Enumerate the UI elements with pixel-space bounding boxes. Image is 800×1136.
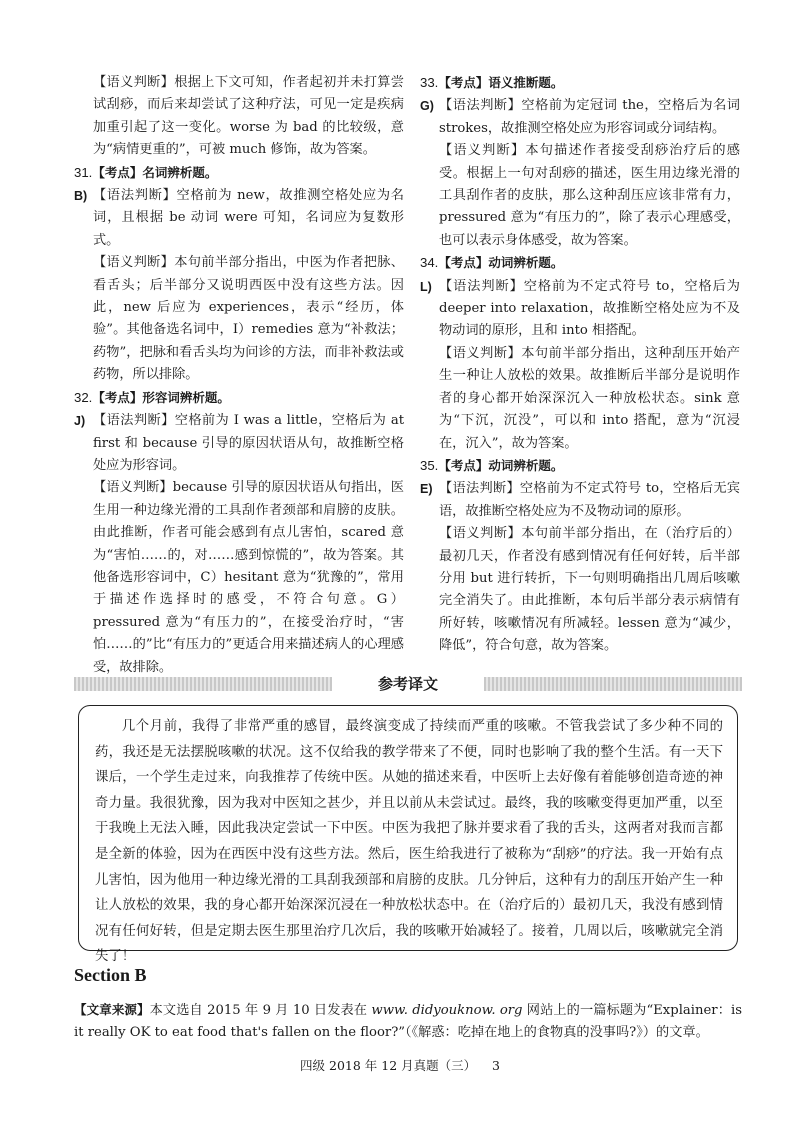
left-column [74, 72, 404, 679]
translation-box [78, 705, 738, 965]
q35-answer-letter: E) [420, 482, 433, 497]
source-site: www. didyouknow. org [371, 1003, 523, 1018]
q31-grammar-block [74, 185, 404, 252]
source-pre: 本文选自 2015 年 9 月 10 日发表在 [149, 1003, 372, 1018]
q34-grammar: 【语法判断】空格前为不定式符号 to，空格后为 deeper into relaxation，故推断空格处应为不及物动词的原形，且和 into 相搭配。 [439, 278, 740, 339]
q34-answer-letter: L) [420, 279, 432, 294]
q32-grammar: 【语法判断】空格前为 I was a little，空格后为 at first 和 because 引导的原因状语从句，故推断空格处应为形容词。 [93, 413, 404, 473]
right-column [420, 72, 740, 658]
q32-semantic: 【语义判断】because 引导的原因状语从句指出，医生用一种边缘光滑的工具刮作者颈部和肩膀的皮肤。由此推断，作者可能会感到有点儿害怕，scared 意为“害怕……的，对……感到惊慌的”，故为答案。其他备选形容词中，C）hesitant 意为“犹豫的”，常用于描述作选择时的感受，不符合句意。G）pressured 意为“有压力的”，在接受治疗时，“害怕……的”比“有压力的”更适合用来描述病人的心理感受，故排除。 [93, 480, 404, 675]
article-source [74, 999, 742, 1045]
translation-text: 几个月前，我得了非常严重的感冒，最终演变成了持续而严重的咳嗽。不管我尝试了多少种不同的药，我还是无法摆脱咳嗽的状况。这不仅给我的教学带来了不便，同时也影响了我的整个生活。有一天下课后，一个学生走过来，向我推荐了传统中医。从她的描述来看，中医听上去好像有着能够创造奇迹的神奇力量。我很犹豫，因为我对中医知之甚少，并且以前从未尝试过。最终，我的咳嗽变得更加严重，以至于我晚上无法入睡，因此我决定尝试一下中医。中医为我把了脉并要求看了我的舌头，这两者对我而言都是全新的体验，因为在西医中没有这些方法。然后，医生给我进行了被称为“刮痧”的疗法。我一开始有点儿害怕，因为他用一种边缘光滑的工具刮我颈部和肩膀的皮肤。几分钟后，这种有力的刮压开始产生一种让人放松的效果，我的身心都开始深深沉浸在一种放松状态中。在（治疗后的）最初几天，我没有感到情况有任何好转，但是定期去医生那里治疗几次后，我的咳嗽开始减轻了。接着，几周以后，咳嗽就完全消失了！ [95, 719, 723, 965]
source-label: 【文章来源】 [74, 1002, 150, 1017]
q33-grammar-block [420, 95, 740, 140]
section-b-title: Section B [74, 965, 147, 985]
q32-grammar-block [74, 410, 404, 477]
q31-semantic: 【语义判断】本句前半部分指出，中医为作者把脉、看舌头；后半部分又说明西医中没有这些方法。因此，new 后应为 experiences，表示“经历，体验”。其他备选名词中，I）remedies 意为“补救法；药物”，把脉和看舌头均为问诊的方法，而非补救法或药物，所以排除。 [93, 255, 404, 383]
intro-semantic-para: 【语义判断】根据上下文可知，作者起初并未打算尝试刮痧，而后来却尝试了这种疗法，可见一定是疾病加重引起了这一变化。worse 为 bad 的比较级，意为“病情更重的”，可被 much 修饰，故为答案。 [93, 75, 404, 158]
q35-grammar-block [420, 478, 740, 523]
q31-answer-letter: B) [74, 189, 88, 204]
q33-semantic: 【语义判断】本句描述作者接受刮痧治疗后的感受。根据上一句对刮痧的描述，医生用边缘光滑的工具刮作者的皮肤，那么这种刮压应该非常有力，pressured 意为“有压力的”，除了表示心理感受，也可以表示身体感受，故为答案。 [439, 143, 740, 248]
q35-grammar: 【语法判断】空格前为不定式符号 to，空格后无宾语，故推断空格处应为不及物动词的原形。 [439, 481, 740, 519]
page-footer: 四级 2018 年 12 月真题（三） 3 [300, 1058, 500, 1073]
q34-kaodian: 34.【考点】动词辨析题。 [420, 255, 564, 271]
q35-kaodian: 35.【考点】动词辨析题。 [420, 457, 564, 473]
translation-banner [74, 673, 742, 695]
q33-answer-letter: G) [420, 99, 434, 114]
q34-semantic: 【语义判断】本句前半部分指出，这种刮压开始产生一种让人放松的效果。故推断后半部分是说明作者的身心都开始深深沉入一种放松状态。sink 意为“下沉，沉没”，可以和 into 搭配，意为“沉浸在，沉入”，故为答案。 [439, 345, 740, 451]
q35-semantic: 【语义判断】本句前半部分指出，在（治疗后的）最初几天，作者没有感到情况有任何好转，后半部分用 but 进行转折，下一句则明确指出几周后咳嗽完全消失了。由此推断，本句后半部分表示病情有所好转，咳嗽情况有所减轻。lessen 意为“减少，降低”，符合句意，故为答案。 [439, 526, 740, 654]
banner-decoration-left [74, 677, 332, 691]
translation-heading: 参考译文 [377, 675, 438, 693]
q33-grammar: 【语法判断】空格前为定冠词 the，空格后为名词 strokes，故推测空格处应为形容词或分词结构。 [439, 98, 740, 136]
q31-kaodian: 31.【考点】名词辨析题。 [74, 164, 218, 180]
q31-grammar: 【语法判断】空格前为 new，故推测空格处应为名词，且根据 be 动词 were 可知，名词应为复数形式。 [93, 188, 404, 248]
q32-kaodian: 32.【考点】形容词辨析题。 [74, 389, 230, 405]
q34-grammar-block [420, 276, 740, 343]
q32-answer-letter: J) [74, 414, 86, 429]
banner-decoration-right [484, 677, 742, 691]
q33-kaodian: 33.【考点】语义推断题。 [420, 75, 564, 90]
source-post: 网站上的一篇标题为“Explainer：is it really OK to eat food that's fallen on the floor?”（《解惑：吃掉在地上的食物真的没事吗?》）的文章。 [74, 1003, 742, 1041]
